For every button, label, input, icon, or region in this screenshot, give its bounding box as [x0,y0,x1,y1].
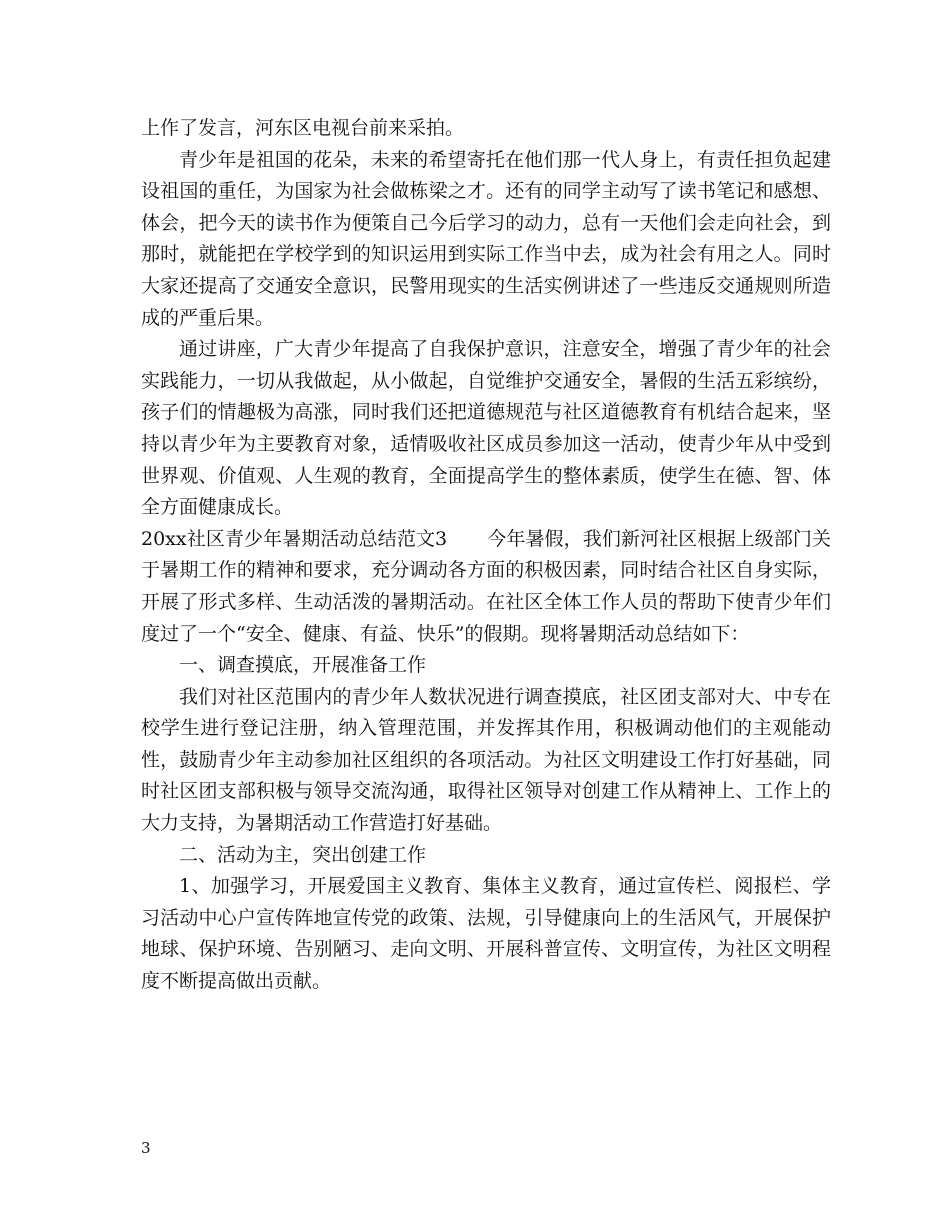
heading-activities: 二、活动为主，突出创建工作 [179,843,427,866]
paragraph-2: 青少年是祖国的花朵，未来的希望寄托在他们那一代人身上，有责任担负起建设祖国的重任，为国家为社会做栋梁之才。还有的同学主动写了读书笔记和感想、体会，把今天的读书作为便策自己今后学习的动力，总有一天他们会走向社会，到那时，就能把在学校学到的知识运用到实际工作当中去，成为社会有用之人。同时大家还提高了交通安全意识，民警用现实的生活实例讲述了一些违反交通规则所造成的严重后果。 [141,148,831,329]
heading-survey: 一、调查摸底，开展准备工作 [179,654,427,677]
paragraph-3: 通过讲座，广大青少年提高了自我保护意识，注意安全，增强了青少年的社会实践能力，一切从我做起，从小做起，自觉维护交通安全，暑假的生活五彩缤纷，孩子们的情趣极为高涨，同时我们还把道德规范与社区道德教育有机结合起来，坚持以青少年为主要教育对象，适情吸收社区成员参加这一活动，使青少年从中受到世界观、价值观、人生观的教育，全面提高学生的整体素质，使学生在德、智、体全方面健康成长。 [141,338,831,519]
paragraph-study: 1、加强学习，开展爱国主义教育、集体主义教育，通过宣传栏、阅报栏、学习活动中心户宣传阵地宣传党的政策、法规，引导健康向上的生活风气，开展保护地球、保护环境、告别陋习、走向文明、开展科普宣传、文明宣传，为社区文明程度不断提高做出贡献。 [141,875,831,993]
page-number: 3 [141,1139,151,1157]
document-body [141,113,831,998]
paragraph-survey: 我们对社区范围内的青少年人数状况进行调查摸底，社区团支部对大、中专在校学生进行登记注册，纳入管理范围，并发挥其作用，积极调动他们的主观能动性，鼓励青少年主动参加社区组织的各项活动。为社区文明建设工作打好基础，同时社区团支部积极与领导交流沟通，取得社区领导对创建工作从精神上、工作上的大力支持，为暑期活动工作营造打好基础。 [141,685,831,835]
section-intro-text: 今年暑假，我们新河社区根据上级部门关于暑期工作的精神和要求，充分调动各方面的积极因素，同时结合社区自身实际，开展了形式多样、生动活泼的暑期活动。在社区全体工作人员的帮助下使青少年们度过了一个“安全、健康、有益、快乐”的假期。现将暑期活动总结如下： [141,527,831,645]
section-title-paragraph [141,524,831,650]
paragraph-1: 上作了发言，河东区电视台前来采拍。 [141,117,465,139]
section-title: 20xx社区青少年暑期活动总结范文3 [141,527,448,550]
